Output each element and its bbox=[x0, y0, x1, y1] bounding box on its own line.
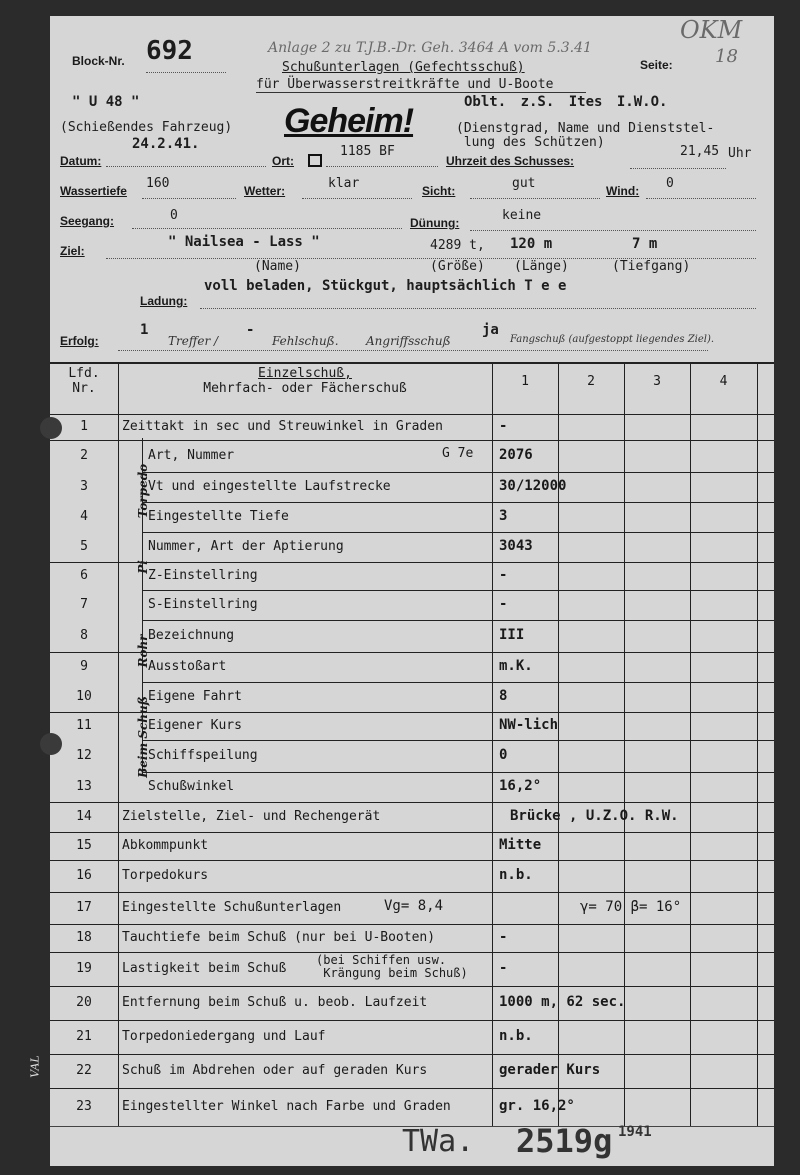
stamp-prefix: TWa. bbox=[402, 1124, 475, 1159]
row-divider bbox=[50, 562, 774, 563]
angriffsschuss-label: Angriffsschuß bbox=[366, 334, 451, 348]
wassertiefe-value: 160 bbox=[146, 176, 170, 191]
row-extra: G 7e bbox=[442, 446, 474, 461]
row-divider bbox=[50, 440, 774, 441]
row-description: Bezeichnung bbox=[148, 628, 235, 643]
row-value: - bbox=[499, 596, 508, 612]
date-value: 24.2.41. bbox=[132, 136, 200, 152]
row-divider bbox=[50, 802, 774, 803]
row-number: 15 bbox=[76, 838, 92, 853]
group-beim-schuss-label: Beim Schuß bbox=[136, 696, 150, 778]
col-divider-4 bbox=[690, 362, 691, 1126]
row-divider bbox=[50, 1054, 774, 1055]
row-value: gerader Kurs bbox=[499, 1062, 601, 1078]
row-number: 4 bbox=[80, 509, 88, 524]
fehlschuss-label: Fehlschuß. bbox=[272, 334, 339, 348]
row-extra: (bei Schiffen usw. Krängung beim Schuß) bbox=[316, 953, 468, 980]
name-label: (Name) bbox=[254, 259, 301, 274]
officer-label: (Dienstgrad, Name und Dienststel- lung des Schützen) bbox=[456, 121, 715, 150]
row-value: - bbox=[499, 960, 508, 976]
punch-hole-bottom bbox=[40, 733, 62, 755]
officer-name: Oblt. z.S. Ites I.W.O. bbox=[464, 94, 668, 110]
row-number: 14 bbox=[76, 809, 92, 824]
row-value: gr. 16,2° bbox=[499, 1098, 575, 1114]
row-number: 20 bbox=[76, 995, 92, 1010]
ziel-label: Ziel: bbox=[60, 244, 85, 258]
col-nr-line2: Nr. bbox=[72, 381, 96, 396]
row-number: 23 bbox=[76, 1099, 92, 1114]
target-name: " Nailsea - Lass " bbox=[168, 234, 320, 250]
stamp-year: 1941 bbox=[618, 1124, 652, 1140]
seite-label: Seite: bbox=[640, 58, 673, 72]
row-description: Entfernung beim Schuß u. beob. Laufzeit bbox=[122, 995, 428, 1010]
row-divider bbox=[142, 502, 774, 503]
col-divider-2 bbox=[558, 362, 559, 1126]
ladung-label: Ladung: bbox=[140, 294, 188, 308]
form-title: Schußunterlagen (Gefechtsschuß) bbox=[282, 60, 525, 75]
draft-label: (Tiefgang) bbox=[612, 259, 691, 274]
row-description: Eingestellter Winkel nach Farbe und Graden bbox=[122, 1099, 451, 1114]
wetter-value: klar bbox=[328, 176, 360, 191]
row-number: 18 bbox=[76, 930, 92, 945]
row-value: Brücke , U.Z.O. R.W. bbox=[510, 808, 679, 824]
row-value: - bbox=[499, 929, 508, 945]
row-description: Eingestellte Schußunterlagen bbox=[122, 900, 342, 915]
row-number: 5 bbox=[80, 539, 88, 554]
row-value: - bbox=[499, 567, 508, 583]
row-description: Zielstelle, Ziel- und Rechengerät bbox=[122, 809, 381, 824]
duenung-dots bbox=[470, 218, 756, 231]
sicht-dots bbox=[470, 186, 600, 199]
row-value: 8 bbox=[499, 688, 508, 704]
row-divider bbox=[50, 924, 774, 925]
row-number: 7 bbox=[80, 597, 88, 612]
row-value: 30/12000 bbox=[499, 478, 567, 494]
punch-hole-top bbox=[40, 417, 62, 439]
sicht-label: Sicht: bbox=[422, 184, 456, 198]
row-value: 0 bbox=[499, 747, 508, 763]
uhr-label: Uhr bbox=[728, 146, 752, 161]
seegang-label: Seegang: bbox=[60, 214, 115, 228]
datum-dots bbox=[106, 154, 266, 167]
ort-label: Ort: bbox=[272, 154, 294, 168]
row-description: Z-Einstellring bbox=[148, 568, 258, 583]
row-number: 10 bbox=[76, 689, 92, 704]
sicht-value: gut bbox=[512, 176, 536, 191]
row-number: 2 bbox=[80, 448, 88, 463]
row-value: III bbox=[499, 627, 525, 643]
vessel-label: (Schießendes Fahrzeug) bbox=[60, 120, 233, 135]
ladung-dots bbox=[200, 296, 756, 309]
row-divider bbox=[142, 620, 774, 621]
row-value: m.K. bbox=[499, 658, 533, 674]
group-rohr-label: Rohr bbox=[136, 634, 150, 668]
col-nr-line1: Lfd. bbox=[68, 366, 100, 381]
row-extra: Vg= 8,4 bbox=[384, 898, 444, 914]
row-value: 16,2° bbox=[499, 778, 542, 794]
uhrzeit-value: 21,45 bbox=[680, 144, 720, 159]
row-description: Lastigkeit beim Schuß bbox=[122, 961, 287, 976]
treffer-value: 1 bbox=[140, 322, 149, 338]
row-description: Vt und eingestellte Laufstrecke bbox=[148, 479, 391, 494]
ort-square-icon bbox=[308, 154, 322, 167]
fangschuss-label: Fangschuß (aufgestoppt liegendes Ziel). bbox=[510, 334, 715, 345]
row-number: 17 bbox=[76, 900, 92, 915]
ziel-dots bbox=[106, 246, 756, 259]
treffer-label: Treffer / bbox=[168, 334, 219, 348]
row-description: Torpedoniedergang und Lauf bbox=[122, 1029, 326, 1044]
row-divider bbox=[50, 892, 774, 893]
fehlschuss-value: - bbox=[246, 322, 255, 338]
row-value: 3 bbox=[499, 508, 508, 524]
row-divider bbox=[142, 740, 774, 741]
row-number: 6 bbox=[80, 568, 88, 583]
target-draft: 7 m bbox=[632, 236, 658, 252]
row-value: n.b. bbox=[499, 867, 533, 883]
row-description: Schiffspeilung bbox=[148, 748, 258, 763]
row-description: Eigene Fahrt bbox=[148, 689, 242, 704]
col-desc-line1: Einzelschuß, bbox=[258, 366, 352, 381]
row-divider bbox=[142, 682, 774, 683]
col-3-header: 3 bbox=[653, 374, 661, 389]
seegang-dots bbox=[132, 216, 402, 229]
row-number: 21 bbox=[76, 1029, 92, 1044]
row-description: Ausstoßart bbox=[148, 659, 227, 674]
vessel-name: " U 48 " bbox=[72, 94, 140, 110]
col-divider-nr bbox=[118, 362, 119, 1126]
row-description: Torpedokurs bbox=[122, 868, 209, 883]
row-value: 1000 m, 62 sec. bbox=[499, 994, 626, 1010]
subtitle-underline bbox=[256, 92, 586, 93]
ort-value: 1185 BF bbox=[340, 144, 395, 159]
row-divider bbox=[50, 414, 774, 415]
row-description: Eigener Kurs bbox=[148, 718, 242, 733]
uhrzeit-label: Uhrzeit des Schusses: bbox=[446, 154, 575, 168]
row-number: 11 bbox=[76, 718, 92, 733]
size-label: (Größe) bbox=[430, 259, 485, 274]
col-2-header: 2 bbox=[587, 374, 595, 389]
row-value: Mitte bbox=[499, 837, 542, 853]
group-torpedo-label: Torpedo bbox=[136, 463, 150, 519]
length-label: (Länge) bbox=[514, 259, 569, 274]
row-divider bbox=[50, 1088, 774, 1089]
row-description: Tauchtiefe beim Schuß (nur bei U-Booten) bbox=[122, 930, 436, 945]
block-number: 692 bbox=[146, 36, 193, 66]
row-number: 8 bbox=[80, 628, 88, 643]
target-length: 120 m bbox=[510, 236, 553, 252]
row-value: n.b. bbox=[499, 1028, 533, 1044]
seite-number: 18 bbox=[715, 46, 738, 67]
corner-mark: OKM bbox=[680, 16, 743, 44]
wetter-dots bbox=[302, 186, 412, 199]
wetter-label: Wetter: bbox=[244, 184, 286, 198]
erfolg-dots bbox=[118, 338, 708, 351]
wind-label: Wind: bbox=[606, 184, 640, 198]
row-number: 1 bbox=[80, 419, 88, 434]
row-divider bbox=[142, 532, 774, 533]
row-value: γ= 70 β= 16° bbox=[580, 899, 682, 915]
row-divider bbox=[50, 652, 774, 653]
row-value: - bbox=[499, 418, 508, 434]
block-dots bbox=[146, 60, 226, 73]
document-sheet bbox=[50, 16, 774, 1166]
geheim-stamp: Geheim! bbox=[284, 102, 414, 140]
row-divider bbox=[50, 712, 774, 713]
anlage-note: Anlage 2 zu T.J.B.-Dr. Geh. 3464 A vom 5.3.41 bbox=[268, 40, 592, 56]
uhrzeit-dots bbox=[630, 156, 726, 169]
row-divider bbox=[142, 590, 774, 591]
row-divider bbox=[50, 1020, 774, 1021]
angriffsschuss-value: ja bbox=[482, 322, 499, 338]
erfolg-label: Erfolg: bbox=[60, 334, 99, 348]
row-number: 16 bbox=[76, 868, 92, 883]
row-divider bbox=[142, 772, 774, 773]
wassertiefe-dots bbox=[142, 186, 236, 199]
row-description: Art, Nummer bbox=[148, 448, 235, 463]
row-number: 9 bbox=[80, 659, 88, 674]
wind-value: 0 bbox=[666, 176, 674, 191]
row-description: Abkommpunkt bbox=[122, 838, 209, 853]
margin-note: VAL bbox=[28, 1055, 42, 1078]
row-number: 3 bbox=[80, 479, 88, 494]
row-number: 12 bbox=[76, 748, 92, 763]
row-description: Schußwinkel bbox=[148, 779, 235, 794]
row-description: Zeittakt in sec und Streuwinkel in Graden bbox=[122, 419, 443, 434]
col-1-header: 1 bbox=[521, 374, 529, 389]
wassertiefe-label: Wassertiefe bbox=[60, 184, 127, 198]
row-value: NW-lich bbox=[499, 717, 559, 733]
ort-dots bbox=[326, 154, 438, 167]
col-4-header: 4 bbox=[719, 374, 728, 389]
stamp-number: 2519g bbox=[516, 1122, 613, 1160]
row-divider bbox=[50, 986, 774, 987]
col-divider-1 bbox=[492, 362, 493, 1126]
row-number: 13 bbox=[76, 779, 92, 794]
cargo-value: voll beladen, Stückgut, hauptsächlich T e e bbox=[204, 278, 567, 294]
row-description: S-Einstellring bbox=[148, 597, 258, 612]
group-pi-label: Pi bbox=[136, 560, 150, 574]
row-description: Eingestellte Tiefe bbox=[148, 509, 289, 524]
row-number: 22 bbox=[76, 1063, 92, 1078]
target-size: 4289 t, bbox=[430, 238, 485, 253]
form-subtitle: für Überwasserstreitkräfte und U-Boote bbox=[256, 77, 554, 92]
row-description: Schuß im Abdrehen oder auf geraden Kurs bbox=[122, 1063, 428, 1078]
datum-label: Datum: bbox=[60, 154, 102, 168]
table-top-border bbox=[50, 362, 774, 364]
col-divider-right bbox=[757, 362, 758, 1126]
row-divider bbox=[142, 472, 774, 473]
seegang-value: 0 bbox=[170, 208, 178, 223]
row-description: Nummer, Art der Aptierung bbox=[148, 539, 344, 554]
col-desc-line2: Mehrfach- oder Fächerschuß bbox=[203, 381, 407, 396]
row-value: 3043 bbox=[499, 538, 533, 554]
row-number: 19 bbox=[76, 961, 92, 976]
row-divider bbox=[50, 832, 774, 833]
col-divider-3 bbox=[624, 362, 625, 1126]
row-divider bbox=[50, 860, 774, 861]
wind-dots bbox=[646, 186, 756, 199]
duenung-label: Dünung: bbox=[410, 216, 460, 230]
duenung-value: keine bbox=[502, 208, 542, 223]
row-value: 2076 bbox=[499, 447, 533, 463]
block-label: Block-Nr. bbox=[72, 54, 125, 68]
